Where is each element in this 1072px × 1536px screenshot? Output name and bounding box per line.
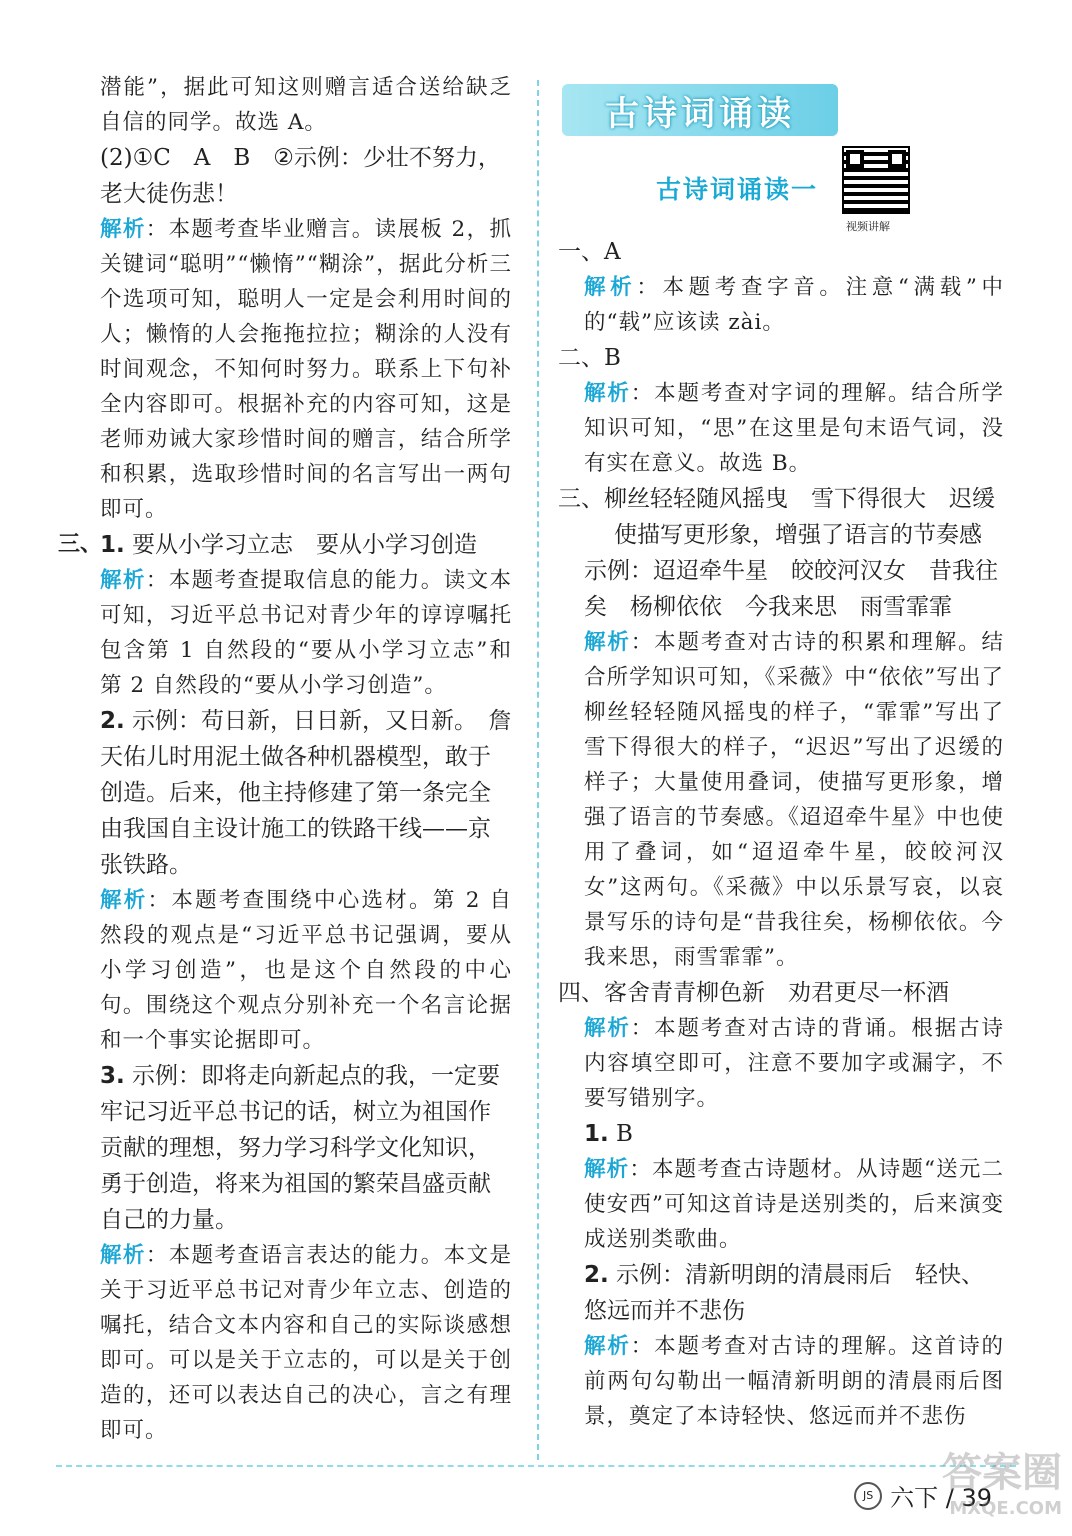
s3-answer-line2: 使描写更形象，增强了语言的节奏感 <box>614 522 982 548</box>
right-column <box>558 234 1004 1434</box>
s1-answer: 一、A <box>558 239 621 265</box>
analysis-label: 解析 <box>100 568 146 593</box>
section-3-label: 三、 <box>58 532 103 557</box>
analysis-label: 解析 <box>100 888 148 913</box>
analysis-label: 解析 <box>584 381 631 406</box>
q2-answer: (2)①C A B ②示例：少壮不努力，老大徒伤悲！ <box>100 145 501 207</box>
s4-answer: 四、客舍青青柳色新 劝君更尽一杯酒 <box>558 980 949 1006</box>
watermark: 答案圈 MXQE.COM <box>942 1450 1062 1519</box>
s4-q1-answer: 1. B <box>584 1121 633 1147</box>
analysis-label: 解析 <box>584 630 631 655</box>
analysis-label: 解析 <box>584 1334 631 1359</box>
sec3-q3-answer: 3. 示例：即将走向新起点的我，一定要牢记习近平总书记的话，树立为祖国作贡献的理想，努力学习科学文化知识，勇于创造，将来为祖国的繁荣昌盛贡献自己的力量。 <box>100 1063 501 1233</box>
s3-answer-line3: 示例：迢迢牵牛星 皎皎河汉女 昔我往矣 杨柳依依 今我来思 雨雪霏霏 <box>584 558 998 620</box>
s2-analysis: 解析：本题考查对字词的理解。结合所学知识可知，“思”在这里是句末语气词，没有实在意义。故选 B。 <box>584 381 1004 476</box>
s4-q2-answer: 2. 示例：清新明朗的清晨雨后 轻快、悠远而并不悲伤 <box>584 1262 985 1324</box>
q2-analysis: 解析：本题考查毕业赠言。读展板 2，抓关键词“聪明”“懒惰”“糊涂”，据此分析三个选项可知，聪明人一定是会利用时间的人；懒惰的人会拖拖拉拉；糊涂的人没有时间观念，不知何时努力。联系上下句补全内容即可。根据补充的内容可知，这是老师劝诫大家珍惜时间的赠言，结合所学和积累，选取珍惜时间的名言写出一两句即可。 <box>100 217 512 522</box>
sec3-q3-analysis: 解析：本题考查语言表达的能力。本文是关于习近平总书记对青少年立志、创造的嘱托，结合文本内容和自己的实际谈感想即可。可以是关于立志的，可以是关于创造的，还可以表达自己的决心，言之有理即可。 <box>100 1243 512 1443</box>
page-number: 六下 / 39 <box>890 1484 992 1512</box>
analysis-label: 解析 <box>584 275 637 300</box>
sec3-q1-analysis: 解析：本题考查提取信息的能力。读文本可知，习近平总书记对青少年的谆谆嘱托包含第 1 自然段的“要从小学习立志”和第 2 自然段的“要从小学习创造”。 <box>100 568 512 698</box>
analysis-label: 解析 <box>584 1157 630 1182</box>
left-column <box>58 70 512 1448</box>
analysis-label: 解析 <box>100 1243 146 1268</box>
s2-answer: 二、B <box>558 345 621 371</box>
analysis-label: 解析 <box>100 217 146 242</box>
intro-text: 潜能”，据此可知这则赠言适合送给缺乏自信的同学。故选 A。 <box>100 75 512 135</box>
section-banner <box>562 84 838 136</box>
s3-answer: 三、柳丝轻轻随风摇曳 雪下得很大 迟缓 <box>558 486 995 512</box>
s4-q2-analysis: 解析：本题考查对古诗的理解。这首诗的前两句勾勒出一幅清新明朗的清晨雨后图景，奠定了本诗轻快、悠远而并不悲伤 <box>584 1334 1004 1429</box>
analysis-label: 解析 <box>584 1016 631 1041</box>
sec3-q2-answer: 2. 示例：苟日新，日日新，又日新。 詹天佑儿时用泥土做各种机器模型，敢于创造。后来，他主持修建了第一条完全由我国自主设计施工的铁路干线——京张铁路。 <box>100 708 512 878</box>
column-divider <box>537 80 539 1460</box>
subtitle: 古诗词诵读一 <box>656 175 819 204</box>
sec3-q2-analysis: 解析：本题考查围绕中心选材。第 2 自然段的观点是“习近平总书记强调，要从小学习创造”，也是这个自然段的中心句。围绕这个观点分别补充一个名言论据和一个事实论据即可。 <box>100 888 512 1053</box>
s4-analysis: 解析：本题考查对古诗的背诵。根据古诗内容填空即可，注意不要加字或漏字，不要写错别字。 <box>584 1016 1004 1111</box>
s1-analysis: 解析：本题考查字音。注意“满载”中的“载”应该读 zài。 <box>584 275 1004 335</box>
footer-divider <box>56 1465 1016 1467</box>
banner-title: 古诗词诵读 <box>605 93 795 134</box>
s3-analysis: 解析：本题考查对古诗的积累和理解。结合所学知识可知，《采薇》中“依依”写出了柳丝轻轻随风摇曳的样子，“霏霏”写出了雪下得很大的样子，“迟迟”写出了迟缓的样子；大量使用叠词，使描写更形象，增强了语言的节奏感。《迢迢牵牛星》中也使用了叠词，如“迢迢牵牛星，皎皎河汉女”这两句。《采薇》中以乐景写哀，以哀景写乐的诗句是“昔我往矣，杨柳依依。今我来思，雨雪霏霏”。 <box>584 630 1004 970</box>
qr-caption: 视频讲解 <box>846 220 890 233</box>
js-badge-icon: JS <box>854 1482 882 1510</box>
section-3 <box>58 527 512 1448</box>
sec3-q1-answer: 1. 要从小学习立志 要从小学习创造 <box>100 532 478 558</box>
s4-q1-analysis: 解析：本题考查古诗题材。从诗题“送元二使安西”可知这首诗是送别类的，后来演变成送别类歌曲。 <box>584 1157 1004 1252</box>
qr-code-icon[interactable] <box>842 146 910 214</box>
